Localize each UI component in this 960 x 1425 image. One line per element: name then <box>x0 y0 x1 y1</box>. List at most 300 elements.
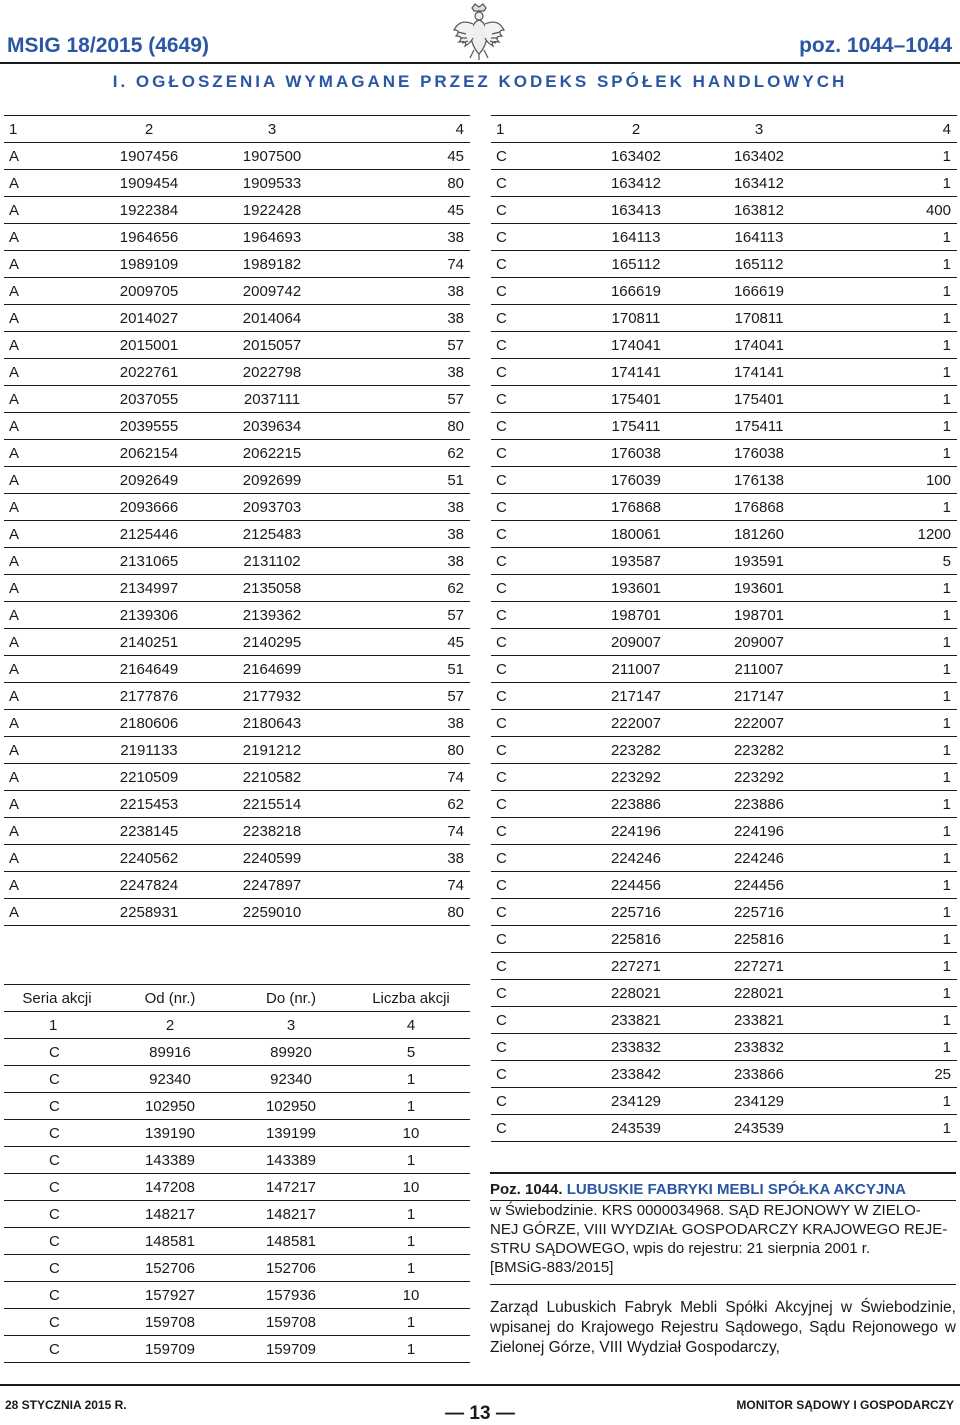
table-cell: C <box>491 359 575 386</box>
table-cell: 165112 <box>575 251 697 278</box>
table-row <box>491 1115 957 1142</box>
table-cell: 217147 <box>575 683 697 710</box>
table-row <box>4 1066 470 1093</box>
table-cell: 176038 <box>697 440 821 467</box>
table-cell: 1 <box>821 629 957 656</box>
table-body <box>4 116 470 926</box>
table-cell: 2191133 <box>88 737 210 764</box>
table-row <box>4 710 470 737</box>
table-cell: 38 <box>334 521 470 548</box>
table-row <box>4 764 470 791</box>
table-cell: 223292 <box>697 764 821 791</box>
table-cell: 174041 <box>575 332 697 359</box>
table-cell: 102950 <box>230 1093 352 1120</box>
table-cell: 2039555 <box>88 413 210 440</box>
table-row <box>491 251 957 278</box>
table-cell: C <box>4 1255 110 1282</box>
table-cell: A <box>4 818 88 845</box>
table-cell: A <box>4 521 88 548</box>
table-cell: 2135058 <box>210 575 334 602</box>
table-cell: 233866 <box>697 1061 821 1088</box>
table-cell: 1 <box>352 1093 470 1120</box>
table-row <box>4 1282 470 1309</box>
table-cell: A <box>4 764 88 791</box>
table-cell: 175401 <box>697 386 821 413</box>
table-cell: 2140251 <box>88 629 210 656</box>
table-cell: 74 <box>334 818 470 845</box>
table-cell: 1 <box>821 1115 957 1142</box>
table-cell: C <box>491 224 575 251</box>
table-cell: 1 <box>352 1336 470 1363</box>
table-cell: 2125446 <box>88 521 210 548</box>
table-cell: 225816 <box>575 926 697 953</box>
table-cell: C <box>491 251 575 278</box>
table-cell: 2022761 <box>88 359 210 386</box>
table-cell: 174141 <box>697 359 821 386</box>
table-cell: 159709 <box>230 1336 352 1363</box>
table-row <box>4 1255 470 1282</box>
table-row <box>491 548 957 575</box>
table-cell: 180061 <box>575 521 697 548</box>
table-cell: 2139362 <box>210 602 334 629</box>
table-cell: 3 <box>697 116 821 143</box>
table-cell: 38 <box>334 359 470 386</box>
table-cell: 89916 <box>110 1039 230 1066</box>
table-cell: 170811 <box>697 305 821 332</box>
table-cell: 1 <box>821 305 957 332</box>
table-row <box>4 197 470 224</box>
table-row <box>491 278 957 305</box>
table-row <box>4 683 470 710</box>
table-cell: 2 <box>575 116 697 143</box>
table-cell: 1 <box>352 1309 470 1336</box>
table-cell: 163812 <box>697 197 821 224</box>
table-cell: 1989109 <box>88 251 210 278</box>
table-cell: C <box>491 602 575 629</box>
table-row <box>4 656 470 683</box>
table-cell: C <box>4 1066 110 1093</box>
table-cell: 2164699 <box>210 656 334 683</box>
table-cell: C <box>491 494 575 521</box>
table-cell: 2191212 <box>210 737 334 764</box>
table-cell: 227271 <box>697 953 821 980</box>
table-cell: 2009742 <box>210 278 334 305</box>
table-cell: 147208 <box>110 1174 230 1201</box>
table-cell: 198701 <box>575 602 697 629</box>
table-cell: 2180606 <box>88 710 210 737</box>
table-cell: 1 <box>821 791 957 818</box>
table-row <box>4 467 470 494</box>
table-cell: 80 <box>334 413 470 440</box>
table-row <box>4 1093 470 1120</box>
table-cell: 1 <box>821 1034 957 1061</box>
table-cell: 1907456 <box>88 143 210 170</box>
table-header-row <box>491 116 957 143</box>
table-row <box>491 791 957 818</box>
table-row <box>4 413 470 440</box>
table-cell: C <box>491 791 575 818</box>
table-cell: 163402 <box>575 143 697 170</box>
table-cell: A <box>4 332 88 359</box>
table-row <box>491 899 957 926</box>
table-cell: A <box>4 710 88 737</box>
table-row <box>491 521 957 548</box>
table-cell: 2134997 <box>88 575 210 602</box>
table-cell: 1907500 <box>210 143 334 170</box>
table-cell: 2210509 <box>88 764 210 791</box>
table-cell: 38 <box>334 710 470 737</box>
table-cell: 164113 <box>697 224 821 251</box>
table-cell: C <box>4 1228 110 1255</box>
table-cell: 2009705 <box>88 278 210 305</box>
table-cell: C <box>491 629 575 656</box>
table-cell: C <box>491 980 575 1007</box>
table-cell: 1 <box>821 1088 957 1115</box>
table-row <box>491 818 957 845</box>
table-cell: A <box>4 251 88 278</box>
table-cell: 89920 <box>230 1039 352 1066</box>
table-cell: 233832 <box>697 1034 821 1061</box>
table-cell: 1 <box>821 656 957 683</box>
table-cell: Liczba akcji <box>352 985 470 1012</box>
table-cell: 1 <box>821 683 957 710</box>
table-cell: 38 <box>334 548 470 575</box>
table-row <box>491 602 957 629</box>
table-cell: 1909533 <box>210 170 334 197</box>
table-cell: C <box>491 521 575 548</box>
table-cell: 228021 <box>697 980 821 1007</box>
table-cell: A <box>4 548 88 575</box>
table-cell: 2014064 <box>210 305 334 332</box>
table-cell: 224246 <box>697 845 821 872</box>
table-cell: 234129 <box>575 1088 697 1115</box>
table-cell: A <box>4 791 88 818</box>
table-cell: 224456 <box>697 872 821 899</box>
table-cell: 163402 <box>697 143 821 170</box>
table-cell: 10 <box>352 1120 470 1147</box>
table-row <box>4 305 470 332</box>
table-cell: 100 <box>821 467 957 494</box>
table-row <box>4 494 470 521</box>
table-cell: 157927 <box>110 1282 230 1309</box>
table-cell: 243539 <box>697 1115 821 1142</box>
table-cell: 148217 <box>110 1201 230 1228</box>
table-row <box>491 845 957 872</box>
table-cell: 209007 <box>575 629 697 656</box>
table-cell: 2015057 <box>210 332 334 359</box>
table-row <box>4 224 470 251</box>
table-cell: 2180643 <box>210 710 334 737</box>
table-cell: 2014027 <box>88 305 210 332</box>
table-cell: C <box>491 872 575 899</box>
table-cell: A <box>4 197 88 224</box>
table-cell: C <box>491 548 575 575</box>
table-cell: 233842 <box>575 1061 697 1088</box>
table-cell: 222007 <box>575 710 697 737</box>
table-cell: 233821 <box>575 1007 697 1034</box>
table-cell: 102950 <box>110 1093 230 1120</box>
table-cell: 1 <box>821 926 957 953</box>
table-cell: 159708 <box>110 1309 230 1336</box>
table-cell: 174041 <box>697 332 821 359</box>
table-cell: 2039634 <box>210 413 334 440</box>
table-cell: C <box>4 1174 110 1201</box>
table-cell: 2258931 <box>88 899 210 926</box>
table-header-row <box>4 1012 470 1039</box>
table-cell: 2037055 <box>88 386 210 413</box>
table-cell: 1 <box>821 818 957 845</box>
table-cell: 1 <box>821 332 957 359</box>
table-cell: 2139306 <box>88 602 210 629</box>
table-row <box>491 1061 957 1088</box>
table-cell: 193591 <box>697 548 821 575</box>
table-cell: A <box>4 143 88 170</box>
table-cell: 57 <box>334 683 470 710</box>
table-cell: 62 <box>334 575 470 602</box>
table-cell: 57 <box>334 602 470 629</box>
table-row <box>4 170 470 197</box>
table-cell: 1 <box>821 845 957 872</box>
table-cell: A <box>4 575 88 602</box>
table-cell: 1 <box>821 170 957 197</box>
table-cell: 175411 <box>575 413 697 440</box>
notice-position: Poz. 1044. <box>490 1181 563 1198</box>
table-row <box>491 413 957 440</box>
table-cell: 1909454 <box>88 170 210 197</box>
table-row <box>491 1007 957 1034</box>
table-cell: A <box>4 386 88 413</box>
table-row <box>491 980 957 1007</box>
notice-company: LUBUSKIE FABRYKI MEBLI SPÓŁKA AKCYJNA <box>566 1181 906 1198</box>
polish-eagle-emblem-icon <box>452 2 506 62</box>
table-cell: 1 <box>821 980 957 1007</box>
table-cell: C <box>491 926 575 953</box>
table-cell: 2238145 <box>88 818 210 845</box>
table-cell: A <box>4 872 88 899</box>
table-row <box>4 359 470 386</box>
section-title: I. OGŁOSZENIA WYMAGANE PRZEZ KODEKS SPÓŁEK HANDLOWYCH <box>112 72 848 91</box>
table-cell: 223282 <box>575 737 697 764</box>
table-cell: 223282 <box>697 737 821 764</box>
table-row <box>4 872 470 899</box>
table-row <box>4 1147 470 1174</box>
table-row <box>491 710 957 737</box>
table-cell: 5 <box>821 548 957 575</box>
table-cell: 2177876 <box>88 683 210 710</box>
table-cell: C <box>491 440 575 467</box>
table-cell: 225716 <box>697 899 821 926</box>
table-cell: 174141 <box>575 359 697 386</box>
table-cell: 225716 <box>575 899 697 926</box>
table-cell: 38 <box>334 494 470 521</box>
table-cell: 3 <box>230 1012 352 1039</box>
table-cell: C <box>4 1147 110 1174</box>
table-row <box>4 737 470 764</box>
table-cell: C <box>491 170 575 197</box>
table-row <box>491 197 957 224</box>
table-cell: 1 <box>352 1228 470 1255</box>
table-cell: 1 <box>821 764 957 791</box>
table-cell: 51 <box>334 656 470 683</box>
table-cell: 157936 <box>230 1282 352 1309</box>
table-cell: A <box>4 359 88 386</box>
table-cell: C <box>4 1039 110 1066</box>
table-row <box>491 1034 957 1061</box>
table-cell: 1 <box>352 1066 470 1093</box>
table-row <box>4 602 470 629</box>
table-cell: 163413 <box>575 197 697 224</box>
table-row <box>4 440 470 467</box>
table-row <box>4 332 470 359</box>
notice-reference: [BMSiG-883/2015] <box>490 1259 614 1276</box>
notice-separator <box>490 1284 956 1285</box>
table-cell: 139199 <box>230 1120 352 1147</box>
table-cell: C <box>491 710 575 737</box>
table-cell: 74 <box>334 251 470 278</box>
table-cell: A <box>4 305 88 332</box>
table-cell: 152706 <box>110 1255 230 1282</box>
table-cell: C <box>4 1120 110 1147</box>
table-cell: 176868 <box>575 494 697 521</box>
table-body <box>491 116 957 1142</box>
table-row <box>4 548 470 575</box>
table-column-names-row <box>4 985 470 1012</box>
table-cell: A <box>4 656 88 683</box>
table-cell: 45 <box>334 197 470 224</box>
table-cell: 222007 <box>697 710 821 737</box>
table-cell: 2093666 <box>88 494 210 521</box>
table-cell: 1200 <box>821 521 957 548</box>
notice-body: Zarząd Lubuskich Fabryk Mebli Spółki Akcyjnej w Świebodzinie, wpisanej do Krajowego Rejestru Sądowego, Sądu Rejonowego w Zielonej Górze, VIII Wydział Gospodarczy, <box>490 1299 956 1356</box>
table-cell: 57 <box>334 386 470 413</box>
table-cell: 166619 <box>697 278 821 305</box>
table-row <box>4 1120 470 1147</box>
table-cell: C <box>4 1201 110 1228</box>
table-cell: 38 <box>334 305 470 332</box>
table-cell: 193587 <box>575 548 697 575</box>
table-cell: 139190 <box>110 1120 230 1147</box>
table-cell: 1 <box>821 872 957 899</box>
table-cell: C <box>4 1309 110 1336</box>
table-cell: C <box>491 332 575 359</box>
table-cell: 1 <box>821 359 957 386</box>
table-cell: 2 <box>110 1012 230 1039</box>
table-cell: 243539 <box>575 1115 697 1142</box>
table-cell: 1922384 <box>88 197 210 224</box>
table-cell: C <box>4 1093 110 1120</box>
table-cell: C <box>491 845 575 872</box>
table-cell: 51 <box>334 467 470 494</box>
table-row <box>4 791 470 818</box>
table-cell: 148581 <box>230 1228 352 1255</box>
table-cell: C <box>491 305 575 332</box>
table-cell: 163412 <box>697 170 821 197</box>
table-row <box>491 143 957 170</box>
table-cell: A <box>4 683 88 710</box>
table-cell: 45 <box>334 629 470 656</box>
table-cell: 2092699 <box>210 467 334 494</box>
table-cell: C <box>491 656 575 683</box>
table-cell: C <box>491 899 575 926</box>
table-row <box>491 764 957 791</box>
table-row <box>491 683 957 710</box>
table-row <box>491 494 957 521</box>
table-row <box>4 575 470 602</box>
table-row <box>491 467 957 494</box>
table-cell: 1 <box>821 494 957 521</box>
table-row <box>4 845 470 872</box>
table-cell: 159708 <box>230 1309 352 1336</box>
table-row <box>491 386 957 413</box>
table-cell: 233832 <box>575 1034 697 1061</box>
table-cell: 1 <box>821 602 957 629</box>
table-cell: 2131102 <box>210 548 334 575</box>
table-cell: 1 <box>4 116 88 143</box>
table-cell: 2062154 <box>88 440 210 467</box>
table-cell: A <box>4 899 88 926</box>
table-cell: 223292 <box>575 764 697 791</box>
table-row <box>491 224 957 251</box>
table-cell: 25 <box>821 1061 957 1088</box>
table-cell: 211007 <box>697 656 821 683</box>
table-cell: 2215514 <box>210 791 334 818</box>
table-cell: Do (nr.) <box>230 985 352 1012</box>
table-cell: 3 <box>210 116 334 143</box>
table-cell: A <box>4 278 88 305</box>
table-row <box>4 1039 470 1066</box>
page-number: — 13 — <box>445 1403 515 1424</box>
table-cell: 163412 <box>575 170 697 197</box>
table-cell: 45 <box>334 143 470 170</box>
table-cell: 80 <box>334 170 470 197</box>
table-cell: 1 <box>352 1201 470 1228</box>
table-cell: 1 <box>821 278 957 305</box>
table-cell: 38 <box>334 224 470 251</box>
table-cell: 193601 <box>575 575 697 602</box>
table-cell: C <box>491 1034 575 1061</box>
table-cell: 2140295 <box>210 629 334 656</box>
table-row <box>491 1088 957 1115</box>
table-cell: 62 <box>334 440 470 467</box>
table-cell: 1964693 <box>210 224 334 251</box>
table-cell: 2259010 <box>210 899 334 926</box>
table-cell: C <box>4 1336 110 1363</box>
table-cell: 4 <box>821 116 957 143</box>
table-cell: 1 <box>821 413 957 440</box>
table-cell: 176868 <box>697 494 821 521</box>
table-cell: 80 <box>334 737 470 764</box>
table-cell: 234129 <box>697 1088 821 1115</box>
table-row <box>491 656 957 683</box>
table-cell: 57 <box>334 332 470 359</box>
table-cell: 224196 <box>575 818 697 845</box>
notice-line: w Świebodzinie. KRS 0000034968. SĄD REJONOWY W ZIELO- <box>490 1202 921 1219</box>
table-row <box>4 818 470 845</box>
table-header-row <box>4 116 470 143</box>
table-row <box>491 737 957 764</box>
position-range: poz. 1044–1044 <box>799 34 952 57</box>
table-cell: 1 <box>352 1255 470 1282</box>
table-cell: 1 <box>821 899 957 926</box>
table-cell: 152706 <box>230 1255 352 1282</box>
table-cell: C <box>491 413 575 440</box>
table-cell: 223886 <box>697 791 821 818</box>
table-cell: 224246 <box>575 845 697 872</box>
table-row <box>4 899 470 926</box>
table-cell: 92340 <box>230 1066 352 1093</box>
table-row <box>491 305 957 332</box>
table-cell: 233821 <box>697 1007 821 1034</box>
